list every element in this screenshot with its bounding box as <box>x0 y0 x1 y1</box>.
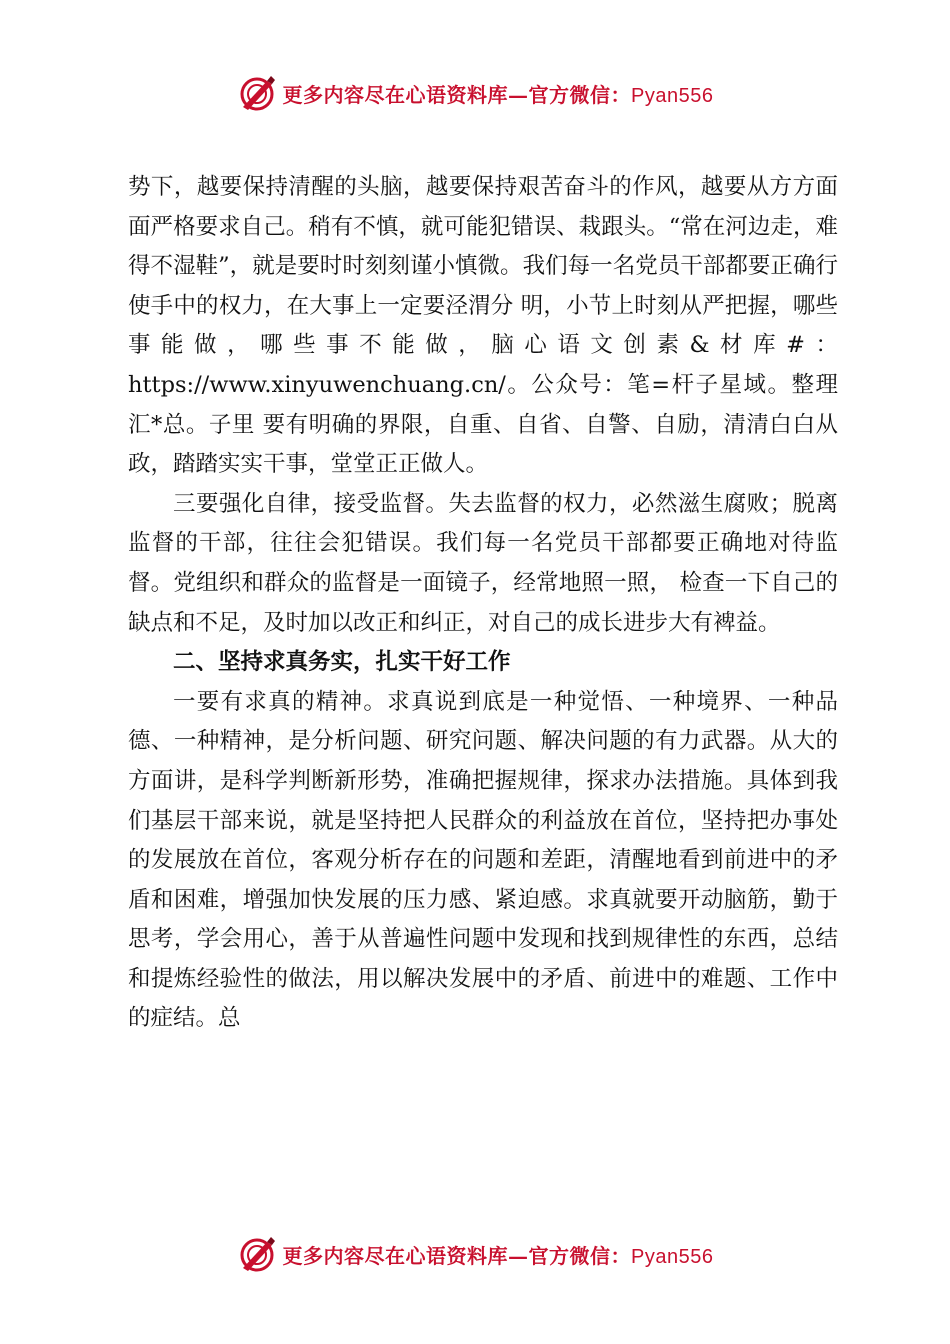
banner-text: 更多内容尽在心语资料库—官方微信：Pyan556 <box>282 1243 714 1268</box>
banner-text: 更多内容尽在心语资料库—官方微信：Pyan556 <box>282 82 714 107</box>
pen-swirl-logo-icon <box>237 1234 277 1274</box>
document-body <box>128 168 838 1039</box>
paragraph-1: 势下，越要保持清醒的头脑，越要保持艰苦奋斗的作风，越要从方方面面严格要求自己。稍有不慎，就可能犯错误、栽跟头。“常在河边走，难得不湿鞋”，就是要时时刻刻谨小慎微。我们每一名党员干部都要正确行使手中的权力，在大事上一定要泾渭分 明，小节上时刻从严把握，哪些事能做，哪些事不能做，脑心语文创素&材库#：https://www.xinyuwenchuang.cn/。公众号：笔=杆子星域。整理汇*总。子里 要有明确的界限，自重、自省、自警、自励，清清白白从政，踏踏实实干事，堂堂正正做人。 <box>128 174 838 478</box>
footer-banner <box>0 1229 950 1279</box>
paragraph-3: 一要有求真的精神。求真说到底是一种觉悟、一种境界、一种品德、一种精神，是分析问题、研究问题、解决问题的有力武器。从大的方面讲，是科学判断新形势，准确把握规律，探求办法措施。具体到我们基层干部来说，就是坚持把人民群众的利益放在首位，坚持把办事处的发展放在首位，客观分析存在的问题和差距，清醒地看到前进中的矛盾和困难，增强加快发展的压力感、紧迫感。求真就要开动脑筋，勤于思考，学会用心，善于从普遍性问题中发现和找到规律性的东西，总结和提炼经验性的做法，用以解决发展中的矛盾、前进中的难题、工作中的症结。总 <box>128 688 838 1032</box>
header-banner <box>0 68 950 118</box>
pen-swirl-logo-icon <box>237 73 277 113</box>
section-heading: 二、坚持求真务实，扎实干好工作 <box>173 649 511 676</box>
paragraph-2: 三要强化自律，接受监督。失去监督的权力，必然滋生腐败；脱离监督的干部，往往会犯错误。我们每一名党员干部都要正确地对待监督。党组织和群众的监督是一面镜子，经常地照一照， 检查一下自己的缺点和不足，及时加以改正和纠正，对自己的成长进步大有裨益。 <box>128 490 838 636</box>
